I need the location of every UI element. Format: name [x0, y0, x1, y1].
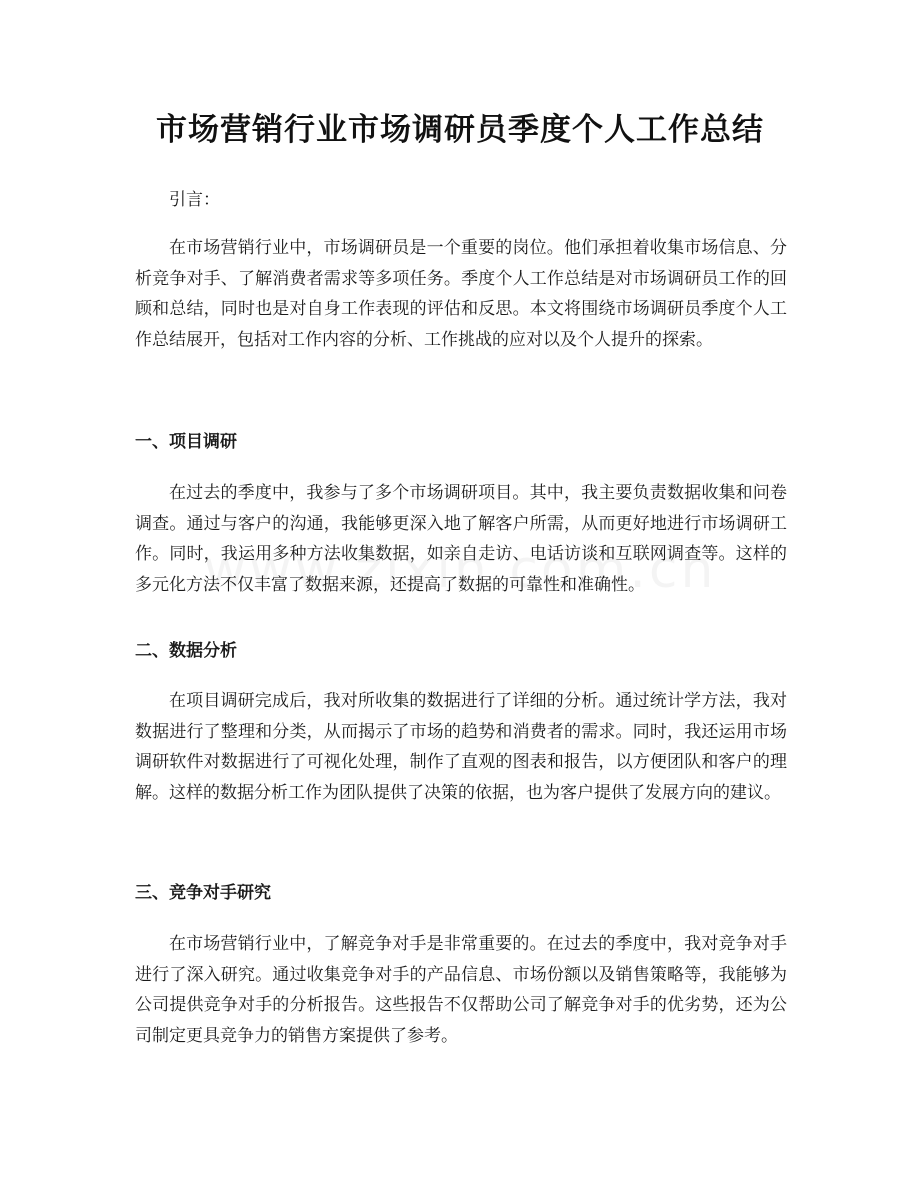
section-heading-competitor-research: 三、竞争对手研究 — [135, 883, 271, 903]
intro-paragraph: 在市场营销行业中，市场调研员是一个重要的岗位。他们承担着收集市场信息、分析竞争对手、了解消费者需求等多项任务。季度个人工作总结是对市场调研员工作的回顾和总结，同时也是对自身工作表现的评估和反思。本文将围绕市场调研员季度个人工作总结展开，包括对工作内容的分析、工作挑战的应对以及个人提升的探索。 — [135, 238, 787, 350]
section-paragraph-data-analysis: 在项目调研完成后，我对所收集的数据进行了详细的分析。通过统计学方法，我对数据进行了整理和分类，从而揭示了市场的趋势和消费者的需求。同时，我还运用市场调研软件对数据进行了可视化处理，制作了直观的图表和报告，以方便团队和客户的理解。这样的数据分析工作为团队提供了决策的依据，也为客户提供了发展方向的建议。 — [135, 691, 787, 803]
section-heading-project-research: 一、项目调研 — [135, 432, 237, 452]
section-paragraph-competitor-research: 在市场营销行业中，了解竞争对手是非常重要的。在过去的季度中，我对竞争对手进行了深入研究。通过收集竞争对手的产品信息、市场份额以及销售策略等，我能够为公司提供竞争对手的分析报告。这些报告不仅帮助公司了解竞争对手的优劣势，还为公司制定更具竞争力的销售方案提供了参考。 — [135, 934, 787, 1046]
section-heading-data-analysis: 二、数据分析 — [135, 641, 237, 661]
intro-label: 引言： — [169, 190, 220, 210]
section-paragraph-project-research: 在过去的季度中，我参与了多个市场调研项目。其中，我主要负责数据收集和问卷调查。通过与客户的沟通，我能够更深入地了解客户所需，从而更好地进行市场调研工作。同时，我运用多种方法收集数据，如亲自走访、电话访谈和互联网调查等。这样的多元化方法不仅丰富了数据来源，还提高了数据的可靠性和准确性。 — [135, 483, 787, 595]
document-title: 市场营销行业市场调研员季度个人工作总结 — [156, 112, 764, 148]
